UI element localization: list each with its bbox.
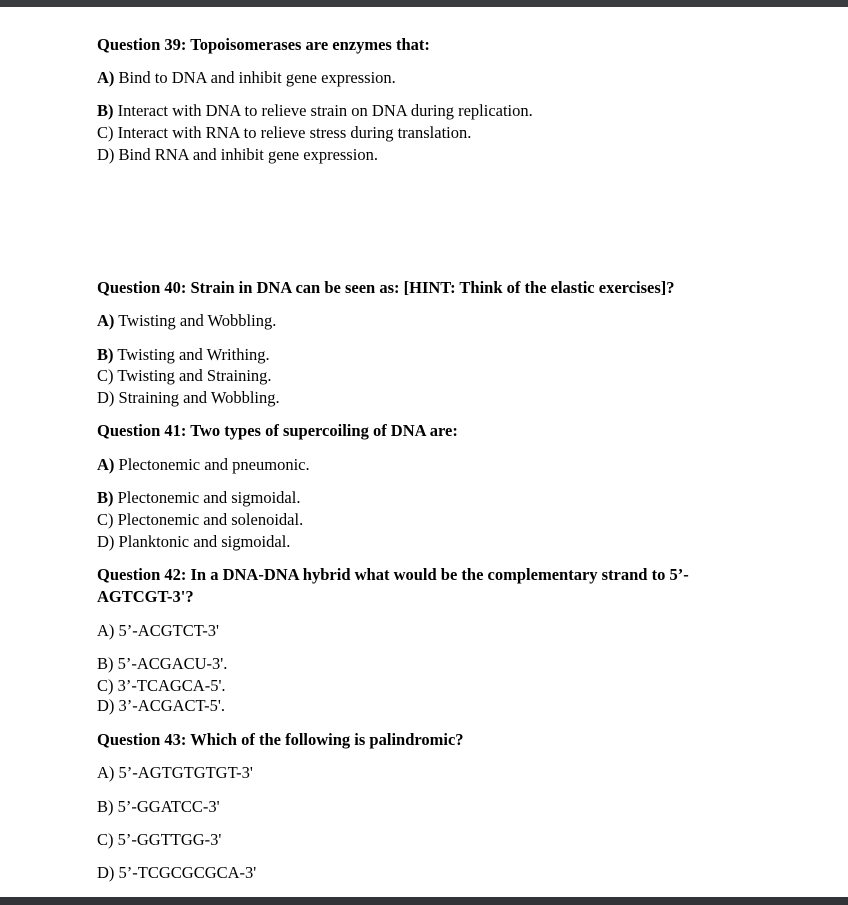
option-text: 5’-AGTGTGTGT-3' [118, 763, 253, 782]
option-text: Plectonemic and sigmoidal. [117, 488, 301, 507]
question-40-option-a [97, 310, 276, 332]
option-text: Plectonemic and pneumonic. [118, 455, 310, 474]
option-text: 5’-GGATCC-3' [117, 797, 220, 816]
option-letter: B) [97, 654, 114, 673]
question-42-option-b [97, 653, 227, 675]
option-text: Interact with DNA to relieve strain on DNA during replication. [117, 101, 533, 120]
question-40-option-d [97, 387, 280, 409]
option-letter: B) [97, 797, 114, 816]
option-text: Twisting and Straining. [117, 366, 272, 385]
question-43-option-b [97, 796, 220, 818]
option-text: 5’-GGTTGG-3' [117, 830, 222, 849]
question-43-title: Question 43: Which of the following is palindromic? [97, 730, 464, 749]
question-41-option-a [97, 454, 310, 476]
question-43-option-a [97, 762, 253, 784]
viewer-top-bar [0, 0, 848, 7]
option-text: Plectonemic and solenoidal. [117, 510, 304, 529]
question-43-option-d [97, 862, 256, 884]
option-letter: C) [97, 123, 114, 142]
question-43-option-c [97, 829, 221, 851]
option-letter: A) [97, 621, 115, 640]
option-text: 3’-ACGACT-5'. [118, 696, 225, 715]
question-39-option-d [97, 144, 378, 166]
option-letter: B) [97, 101, 114, 120]
question-39-title: Question 39: Topoisomerases are enzymes that: [97, 35, 430, 54]
question-41-option-b [97, 487, 300, 509]
option-letter: D) [97, 145, 115, 164]
question-41-option-d [97, 531, 290, 553]
option-text: Twisting and Writhing. [117, 345, 270, 364]
question-41-title: Question 41: Two types of supercoiling of DNA are: [97, 421, 458, 440]
option-letter: D) [97, 532, 115, 551]
option-letter: D) [97, 863, 115, 882]
option-letter: C) [97, 366, 114, 385]
question-42-option-a [97, 620, 219, 642]
question-40-title: Question 40: Strain in DNA can be seen as: [HINT: Think of the elastic exercises]? [97, 278, 675, 297]
option-letter: B) [97, 345, 114, 364]
question-42-option-c [97, 675, 226, 697]
question-41-option-c [97, 509, 303, 531]
question-39-option-a [97, 67, 396, 89]
option-letter: B) [97, 488, 114, 507]
question-42-option-d [97, 695, 225, 717]
option-letter: C) [97, 510, 114, 529]
option-text: 5’-ACGACU-3'. [117, 654, 228, 673]
option-letter: A) [97, 68, 115, 87]
option-letter: D) [97, 696, 115, 715]
option-text: Bind RNA and inhibit gene expression. [118, 145, 378, 164]
question-39-option-c [97, 122, 471, 144]
option-letter: A) [97, 455, 115, 474]
option-text: Bind to DNA and inhibit gene expression. [118, 68, 396, 87]
option-text: 5’-TCGCGCGCA-3' [118, 863, 257, 882]
question-39-option-b [97, 100, 533, 122]
question-42-title: Question 42: In a DNA-DNA hybrid what would be the complementary strand to 5’-AGTCGT-3'? [97, 565, 689, 606]
option-text: 5’-ACGTCT-3' [118, 621, 219, 640]
viewer-bottom-bar [0, 897, 848, 905]
option-text: Twisting and Wobbling. [118, 311, 277, 330]
option-letter: C) [97, 676, 114, 695]
option-letter: A) [97, 763, 115, 782]
option-text: Planktonic and sigmoidal. [118, 532, 291, 551]
option-letter: D) [97, 388, 115, 407]
option-letter: C) [97, 830, 114, 849]
question-40-option-b [97, 344, 270, 366]
option-letter: A) [97, 311, 115, 330]
option-text: Straining and Wobbling. [118, 388, 280, 407]
option-text: 3’-TCAGCA-5'. [117, 676, 226, 695]
question-40-option-c [97, 365, 272, 387]
option-text: Interact with RNA to relieve stress during translation. [117, 123, 472, 142]
